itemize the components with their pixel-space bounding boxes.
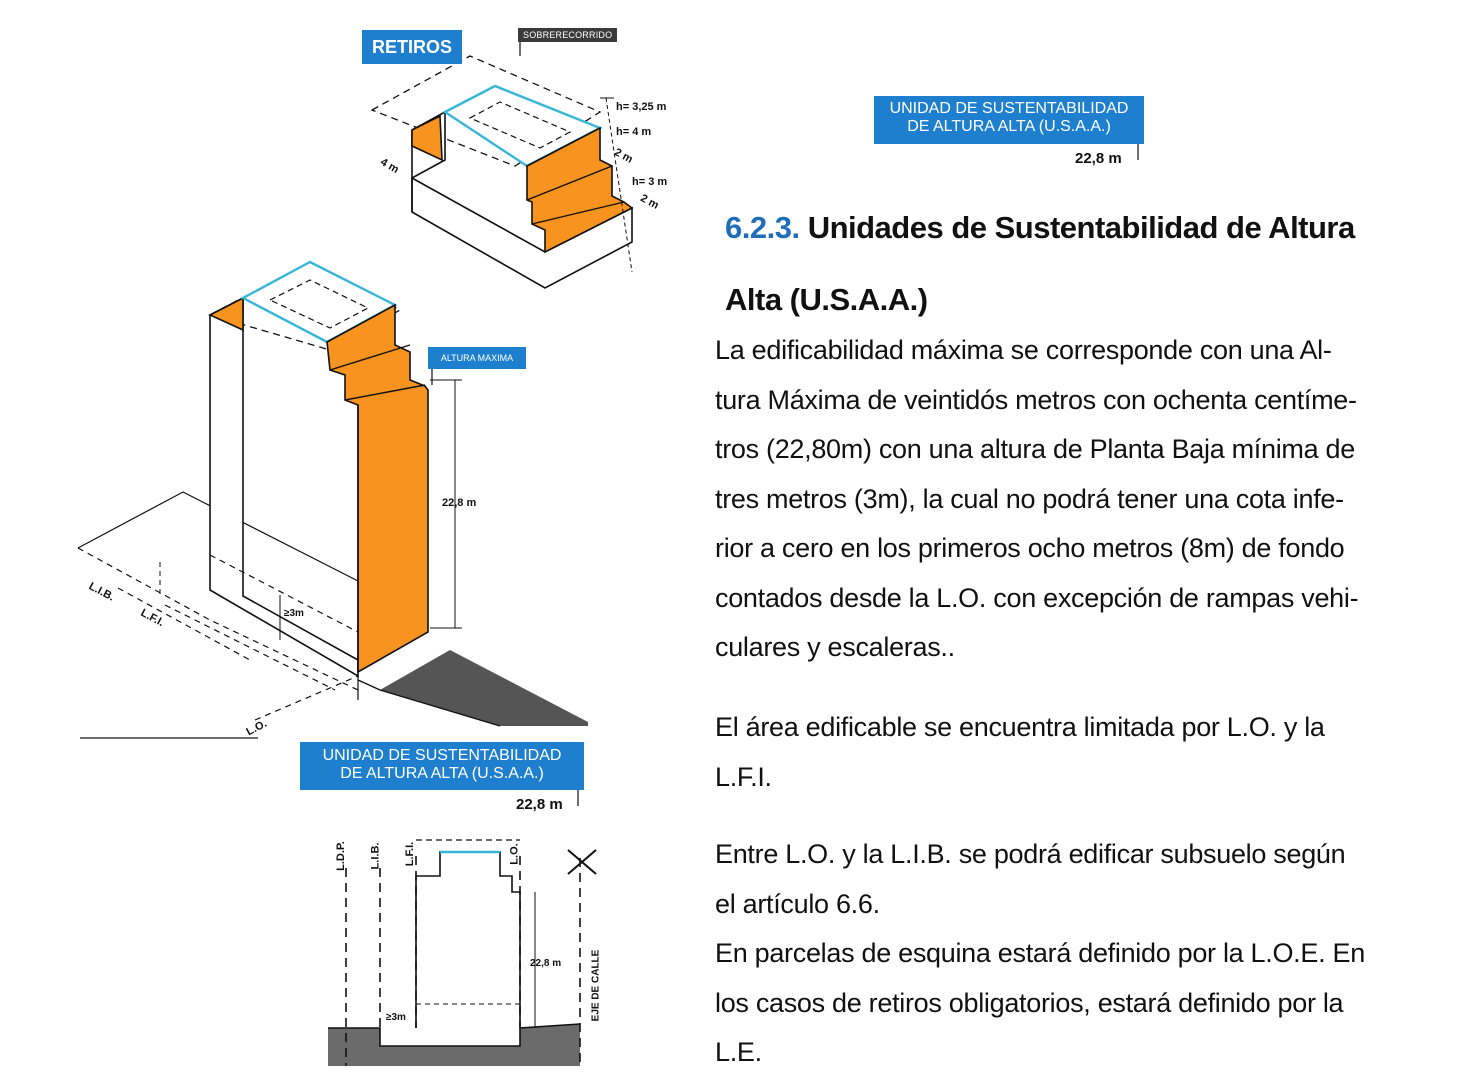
paragraph-3 xyxy=(715,830,1405,1078)
usaa-badge-bottom-height: 22,8 m xyxy=(516,796,563,813)
retiros-tag: RETIROS xyxy=(362,30,462,64)
dim-h-325: h= 3,25 m xyxy=(616,101,667,113)
usaa-badge-top-line1: UNIDAD DE SUSTENTABILIDAD xyxy=(889,100,1129,117)
building-isometric-diagram xyxy=(78,262,588,738)
dim-4m: 4 m xyxy=(378,156,401,176)
usaa-badge-bottom xyxy=(300,742,584,790)
paragraph-1 xyxy=(715,326,1405,673)
text-line: tres metros (3m), la cual no podrá tener una cota infe- xyxy=(715,483,1344,514)
text-line: En parcelas de esquina estará definido por la L.O.E. En xyxy=(715,938,1365,968)
section-title-line2: Alta (U.S.A.A.) xyxy=(725,282,928,317)
usaa-badge-bottom-line2: DE ALTURA ALTA (U.S.A.A.) xyxy=(340,765,544,783)
dim-h-3: h= 3 m xyxy=(632,176,668,188)
section-ldp-label: L.D.P. xyxy=(334,841,347,871)
text-line: culares y escaleras.. xyxy=(715,632,955,662)
sobrerecorrido-tag: SOBRERECORRIDO xyxy=(518,28,617,42)
dim-2m-a: 2 m xyxy=(612,146,635,166)
text-line: Entre L.O. y la L.I.B. se podrá edificar subsuelo según xyxy=(715,839,1346,869)
iso-height-label: 22,8 m xyxy=(442,497,477,509)
text-line: L.E. xyxy=(715,1037,762,1067)
text-line: el artículo 6.6. xyxy=(715,888,880,919)
section-elevation-diagram xyxy=(328,840,596,1066)
lib-label: L.I.B. xyxy=(86,580,117,604)
dim-h-4: h= 4 m xyxy=(616,126,652,138)
paragraph-2 xyxy=(715,703,1405,802)
lo-label: L.O. xyxy=(244,717,269,739)
section-title-line1: Unidades de Sustentabilidad de Altura xyxy=(807,210,1355,245)
text-line: La edificabilidad máxima se corresponde con una Al- xyxy=(715,335,1332,365)
text-line: L.F.I. xyxy=(715,761,772,792)
usaa-badge-top xyxy=(874,96,1144,144)
iso-min-height-label: ≥3m xyxy=(284,608,304,619)
text-line: los casos de retiros obligatorios, estará definido por la xyxy=(715,987,1344,1018)
section-height-label: 22,8 m xyxy=(530,958,562,969)
section-heading-line1 xyxy=(725,210,1355,246)
text-line: contados desde la L.O. con excepción de rampas vehi- xyxy=(715,582,1359,613)
usaa-badge-top-line2: DE ALTURA ALTA (U.S.A.A.) xyxy=(907,118,1111,136)
altura-maxima-tag: ALTURA MAXIMA xyxy=(428,347,526,369)
section-min-height-label: ≥3m xyxy=(386,1012,406,1023)
section-heading-line2 xyxy=(725,282,928,318)
lfi-label: L.F.I. xyxy=(138,606,166,630)
text-line: El área edificable se encuentra limitada por L.O. y la xyxy=(715,712,1325,742)
section-lib-label: L.I.B. xyxy=(369,842,382,870)
usaa-badge-top-height: 22,8 m xyxy=(1075,150,1122,167)
section-number: 6.2.3. xyxy=(725,210,800,245)
text-line: rior a cero en los primeros ocho metros (8m) de fondo xyxy=(715,533,1345,563)
dim-2m-b: 2 m xyxy=(638,192,661,212)
text-line: tros (22,80m) con una altura de Planta Baja mínima de xyxy=(715,434,1355,464)
section-lfi-label: L.F.I. xyxy=(404,841,417,867)
text-line: tura Máxima de veintidós metros con ochenta centíme- xyxy=(715,384,1357,415)
section-axis-label: EJE DE CALLE xyxy=(590,949,602,1022)
section-lo-label: L.O. xyxy=(508,843,521,865)
usaa-badge-bottom-line1: UNIDAD DE SUSTENTABILIDAD xyxy=(322,747,562,764)
